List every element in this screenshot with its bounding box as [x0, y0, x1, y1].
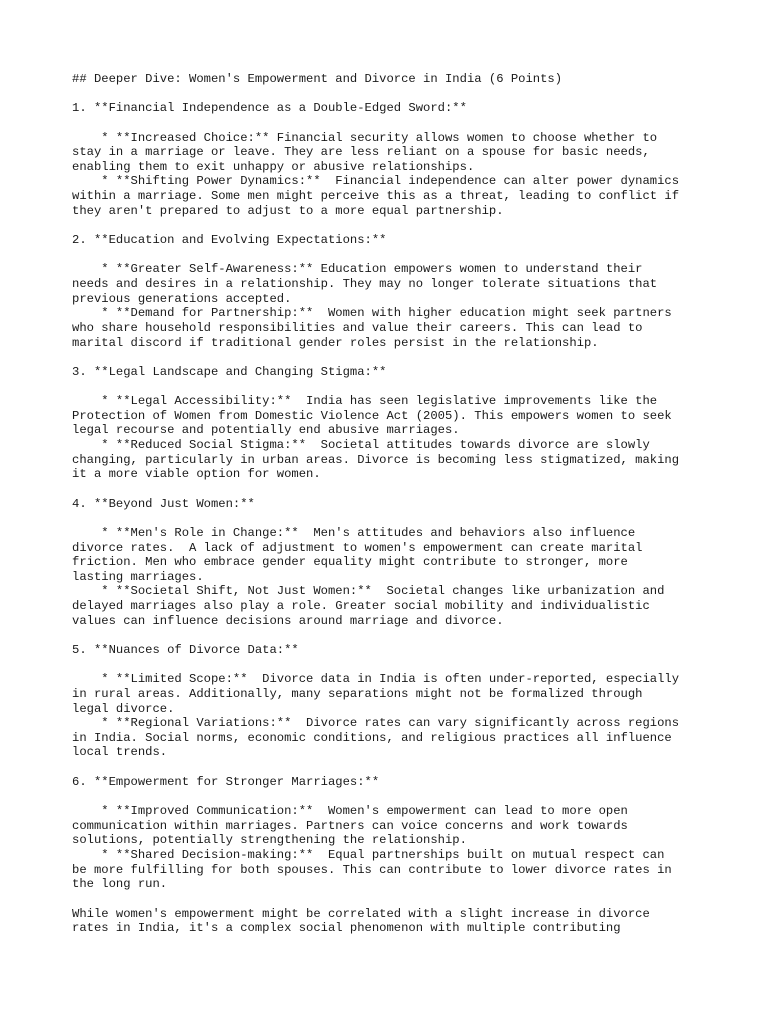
text-line: solutions, potentially strengthening the relationship. [72, 833, 467, 848]
document-title: ## Deeper Dive: Women's Empowerment and Divorce in India (6 Points) [72, 72, 563, 86]
section-heading: 4. **Beyond Just Women:** [72, 496, 255, 511]
bullet-line: * **Limited Scope:** Divorce data in India is often under-reported, especially [72, 672, 680, 687]
text-line: local trends. [72, 745, 168, 760]
blank-line [72, 87, 712, 102]
text-line: stay in a marriage or leave. They are less reliant on a spouse for basic needs, [72, 145, 650, 160]
bullet-line: * **Shared Decision-making:** Equal partnerships built on mutual respect can [72, 847, 665, 862]
section-heading: 6. **Empowerment for Stronger Marriages:** [72, 774, 380, 789]
blank-line [72, 892, 712, 907]
section-heading: 2. **Education and Evolving Expectations:** [72, 233, 387, 248]
text-line: changing, particularly in urban areas. Divorce is becoming less stigmatized, making [72, 452, 680, 467]
bullet-line: * **Improved Communication:** Women's empowerment can lead to more open [72, 804, 628, 819]
blank-line [72, 350, 712, 365]
bullet-line: * **Societal Shift, Not Just Women:** Societal changes like urbanization and [72, 584, 665, 599]
section-heading: 5. **Nuances of Divorce Data:** [72, 642, 299, 657]
bullet-line: * **Demand for Partnership:** Women with higher education might seek partners [72, 306, 672, 321]
blank-line [72, 789, 712, 804]
text-line: it a more viable option for women. [72, 467, 321, 482]
text-line: rates in India, it's a complex social phenomenon with multiple contributing [72, 921, 621, 936]
bullet-line: * **Legal Accessibility:** India has seen legislative improvements like the [72, 394, 658, 409]
text-line: lasting marriages. [72, 569, 204, 584]
bullet-line: * **Regional Variations:** Divorce rates can vary significantly across regions [72, 716, 680, 731]
text-line: marital discord if traditional gender roles persist in the relationship. [72, 335, 599, 350]
bullet-line: * **Greater Self-Awareness:** Education empowers women to understand their [72, 262, 643, 277]
document-body [72, 72, 712, 936]
blank-line [72, 511, 712, 526]
text-line: within a marriage. Some men might perceive this as a threat, leading to conflict if [72, 189, 680, 204]
text-line: in rural areas. Additionally, many separations might not be formalized through [72, 686, 643, 701]
blank-line [72, 628, 712, 643]
text-line: values can influence decisions around marriage and divorce. [72, 613, 504, 628]
text-line: friction. Men who embrace gender equality might contribute to stronger, more [72, 555, 628, 570]
bullet-line: * **Reduced Social Stigma:** Societal attitudes towards divorce are slowly [72, 438, 650, 453]
text-line: divorce rates. A lack of adjustment to women's empowerment can create marital [72, 540, 643, 555]
blank-line [72, 379, 712, 394]
text-line: needs and desires in a relationship. They may no longer tolerate situations that [72, 276, 658, 291]
bullet-line: * **Increased Choice:** Financial security allows women to choose whether to [72, 130, 658, 145]
text-line: they aren't prepared to adjust to a more equal partnership. [72, 203, 504, 218]
bullet-line: * **Men's Role in Change:** Men's attitudes and behaviors also influence [72, 525, 636, 540]
section-heading: 1. **Financial Independence as a Double-Edged Sword:** [72, 101, 467, 116]
text-line: previous generations accepted. [72, 291, 292, 306]
text-line: be more fulfilling for both spouses. This can contribute to lower divorce rates in [72, 862, 672, 877]
text-line: While women's empowerment might be correlated with a slight increase in divorce [72, 906, 650, 921]
text-line: legal divorce. [72, 701, 175, 716]
blank-line [72, 482, 712, 497]
text-line: enabling them to exit unhappy or abusive relationships. [72, 159, 475, 174]
section-heading: 3. **Legal Landscape and Changing Stigma:** [72, 364, 387, 379]
text-line: the long run. [72, 877, 168, 892]
blank-line [72, 248, 712, 263]
blank-line [72, 760, 712, 775]
text-line: Protection of Women from Domestic Violence Act (2005). This empowers women to seek [72, 408, 672, 423]
blank-line [72, 658, 712, 673]
bullet-line: * **Shifting Power Dynamics:** Financial independence can alter power dynamics [72, 174, 680, 189]
text-line: communication within marriages. Partners can voice concerns and work towards [72, 818, 628, 833]
text-line: delayed marriages also play a role. Greater social mobility and individualistic [72, 599, 650, 614]
text-line: legal recourse and potentially end abusive marriages. [72, 423, 460, 438]
blank-line [72, 116, 712, 131]
blank-line [72, 218, 712, 233]
text-line: in India. Social norms, economic conditions, and religious practices all influence [72, 730, 672, 745]
text-line: who share household responsibilities and value their careers. This can lead to [72, 320, 643, 335]
